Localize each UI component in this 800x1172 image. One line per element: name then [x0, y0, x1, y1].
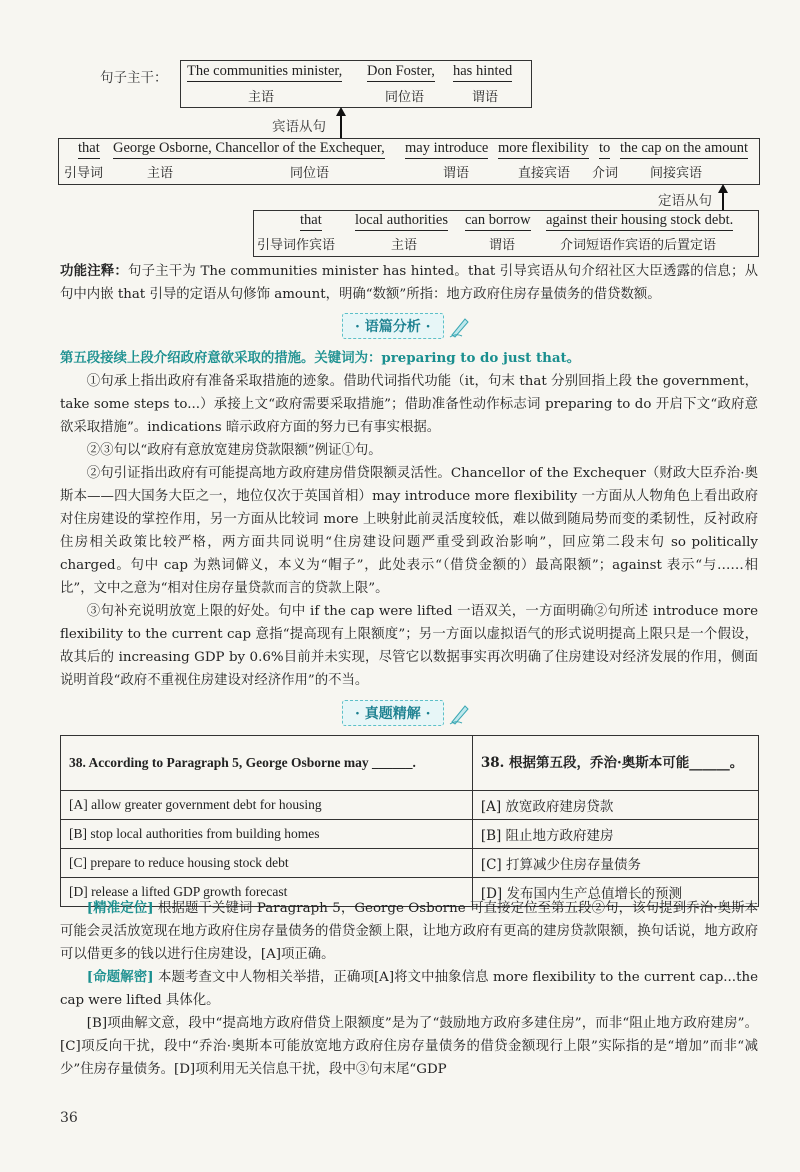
option-d-en: [D] release a lifted GDP growth forecast: [61, 878, 473, 907]
oc-direct-object: more flexibility: [498, 140, 589, 159]
option-d-cn: [D] 发布国内生产总值增长的预测: [472, 878, 758, 907]
oc-predicate: may introduce: [405, 140, 488, 159]
function-note-label: 功能注释：: [60, 263, 129, 279]
locate-text: 根据题干关键词 Paragraph 5，George Osborne 可直接定位至第五段②句，该句提到乔治·奥斯本可能会灵活放宽现在地方政府住房存量债务的借贷金额上限，让地方政府有更高的建房贷款限额，换句话说，地方政府可以借更多的钱以进行住房建设，[A]项正确。: [60, 901, 758, 962]
ac-that: that: [300, 212, 322, 231]
ac-predicate-role: 谓语: [489, 238, 516, 253]
attributive-clause-label: 定语从句: [658, 193, 712, 209]
explanation-locate: [60, 897, 758, 966]
section-badge-exam: · 真题精解 ·: [342, 700, 470, 726]
oc-predicate-role: 谓语: [443, 166, 470, 181]
question-stem-en: 38. According to Paragraph 5, George Osborne may ______.: [61, 736, 473, 791]
ac-modifier-role: 介词短语作宾语的后置定语: [560, 238, 717, 253]
arrow-stem: [722, 191, 724, 211]
main-predicate: has hinted: [453, 63, 512, 82]
option-a-cn: [A] 放宽政府建房贷款: [472, 791, 758, 820]
locate-tag: [精准定位]: [86, 900, 154, 916]
oc-subject-role: 主语: [147, 166, 174, 181]
analysis-p1: ①句承上指出政府有准备采取措施的迹象。借助代词指代功能（it，句末 that 分别回指上段 the government，take some steps to...）承接上文“政府需要采取措施”；借助准备性动作标志词 preparing to do 开启下文“政府意欲采取措施”。indications 暗示政府方面的努力已有事实根据。: [60, 374, 758, 435]
object-clause-label: 宾语从句: [272, 119, 326, 135]
question-table: [60, 735, 759, 907]
question-stem-cn: 38. 根据第五段，乔治·奥斯本可能______。: [472, 736, 758, 791]
oc-subject: George Osborne, Chancellor of the Exchequer,: [113, 140, 385, 159]
oc-preposition: to: [599, 140, 610, 159]
page-number: 36: [60, 1110, 78, 1126]
oc-that: that: [78, 140, 100, 159]
section-badge-analysis: · 语篇分析 ·: [342, 313, 470, 339]
oc-direct-object-role: 直接宾语: [518, 166, 571, 181]
main-appositive-role: 同位语: [385, 90, 425, 105]
analysis-p3: ②句引证指出政府有可能提高地方政府建房借贷限额灵活性。Chancellor of the Exchequer（财政大臣乔治·奥斯本——四大国务大臣之一，地位仅次于英国首相）may introduce more flexibility 一方面从人物角色上看出政府对住房建设的掌控作用，另一方面从比较词 more 上映射此前灵活度较低，难以做到随局势而变的柔韧性，反衬政府住房相关政策比较严格，两方面共同说明“住房建设问题严重受到政治影响”，回应第二段末句 so politically charged。句中 cap 为熟词僻义，本义为“帽子”，此处表示“（借贷金额的）最高限额”；against 表示“与……相比”，文中之意为“相对住房存量贷款而言的贷款上限”。: [60, 466, 758, 596]
oc-that-role: 引导词: [64, 166, 104, 181]
main-clause-label: 句子主干：: [100, 70, 168, 86]
function-note-text: 句子主干为 The communities minister has hinted。that 引导宾语从句介绍社区大臣透露的信息；从句中内嵌 that 引导的定语从句修饰 amount，明确“数额”所指：地方政府住房存量债务的借贷数额。: [60, 264, 758, 302]
pen-icon: [448, 703, 470, 725]
ac-modifier: against their housing stock debt.: [546, 212, 733, 231]
explanation-body: [60, 897, 758, 1081]
option-b-cn: [B] 阻止地方政府建房: [472, 820, 758, 849]
explanation-decode: [60, 966, 758, 1012]
main-subject: The communities minister,: [187, 63, 342, 82]
option-c-en: [C] prepare to reduce housing stock debt: [61, 849, 473, 878]
decode-text: 本题考查文中人物相关举措，正确项[A]将文中抽象信息 more flexibility to the current cap...the cap were lifted 具体化。: [60, 970, 758, 1008]
option-row: [61, 820, 759, 849]
oc-indirect-object: the cap on the amount: [620, 140, 748, 159]
analysis-body: [60, 347, 758, 692]
ac-that-role: 引导词作宾语: [257, 238, 336, 253]
analysis-lead: 第五段接续上段介绍政府意欲采取的措施。关键词为：preparing to do just that。: [60, 350, 581, 366]
decode-tag: [命题解密]: [86, 969, 154, 985]
pen-icon: [448, 316, 470, 338]
question-stem-row: [61, 736, 759, 791]
ac-subject: local authorities: [355, 212, 448, 231]
oc-indirect-object-role: 间接宾语: [650, 166, 703, 181]
main-predicate-role: 谓语: [472, 90, 499, 105]
ac-predicate: can borrow: [465, 212, 531, 231]
arrow-stem: [340, 114, 342, 138]
oc-appositive-role: 同位语: [290, 166, 330, 181]
option-row: [61, 849, 759, 878]
explanation-wrong-options: [B]项曲解文意，段中“提高地方政府借贷上限额度”是为了“鼓励地方政府多建住房”，而非“阻止地方政府建房”。[C]项反向干扰，段中“乔治·奥斯本可能放宽地方政府住房存量债务的借贷金额现行上限”实际指的是“增加”而非“减少”住房存量债务。[D]项利用无关信息干扰，段中③句末尾“GDP: [60, 1016, 758, 1077]
option-row: [61, 791, 759, 820]
oc-preposition-role: 介词: [592, 166, 619, 181]
option-b-en: [B] stop local authorities from building homes: [61, 820, 473, 849]
function-note: [60, 260, 758, 306]
option-a-en: [A] allow greater government debt for housing: [61, 791, 473, 820]
ac-subject-role: 主语: [391, 238, 418, 253]
main-subject-role: 主语: [248, 90, 275, 105]
main-appositive: Don Foster,: [367, 63, 435, 82]
option-c-cn: [C] 打算减少住房存量债务: [472, 849, 758, 878]
analysis-p4: ③句补充说明放宽上限的好处。句中 if the cap were lifted 一语双关，一方面明确②句所述 introduce more flexibility to the current cap 意指“提高现有上限额度”；另一方面以虚拟语气的形式说明提高上限只是一个假设，故其后的 increasing GDP by 0.6%目前并未实现，尽管它以数据事实再次明确了住房建设对经济发展的作用，侧面说明首段“政府不重视住房建设对经济作用”的不当。: [60, 604, 758, 688]
analysis-p2: ②③句以“政府有意放宽建房贷款限额”例证①句。: [86, 443, 382, 458]
